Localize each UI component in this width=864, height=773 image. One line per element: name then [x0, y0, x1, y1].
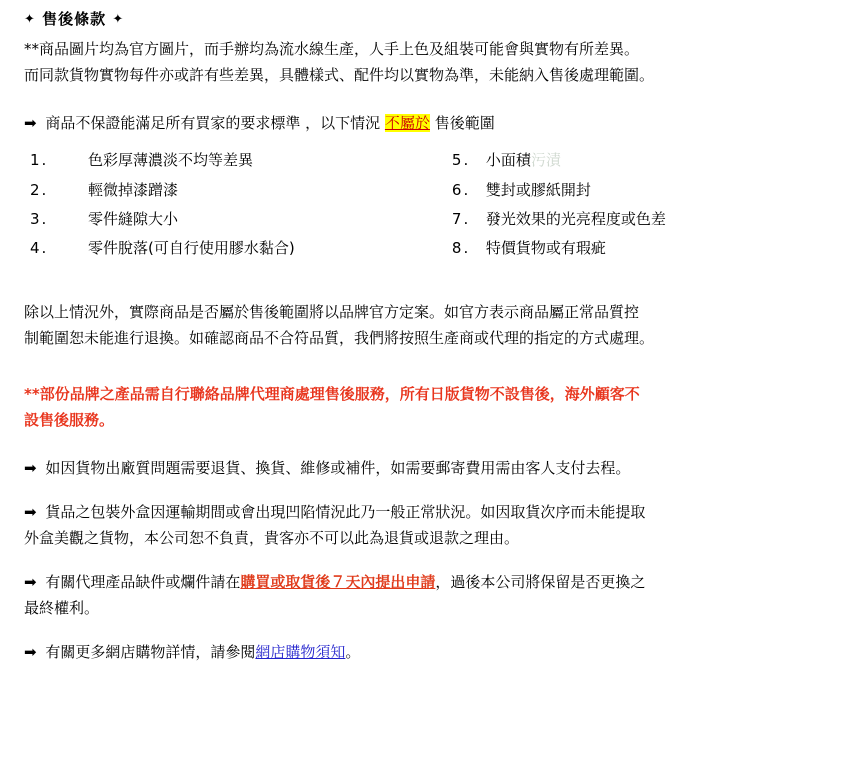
- list-item: [24, 179, 452, 202]
- list-item: [24, 208, 452, 231]
- terms-item-4-text-1: 有關更多網店購物詳情，請參閱: [45, 643, 256, 662]
- policy-line-1: 除以上情況外，實際商品是否屬於售後範圍將以品牌官方定案。如官方表示商品屬正常品質控: [24, 303, 640, 322]
- terms-item-3-text-2: ，過後本公司將保留是否更換之: [435, 573, 646, 592]
- spacer: [24, 266, 850, 300]
- list-item-label: 雙封或膠紙開封: [485, 180, 591, 199]
- terms-item-3-emphasis: 購買或取貨後７天內提出申請: [240, 573, 436, 592]
- terms-item-2-line-2: 外盒美觀之貨物，本公司恕不負責，貴客亦不可以此為退貨或退款之理由。: [24, 529, 520, 548]
- list-item-number: 2.: [30, 180, 49, 199]
- notice-highlight: 不屬於: [384, 114, 430, 133]
- terms-item-2-text-1: 貨品之包裝外盒因運輸期間或會出現凹陷情況此乃一般正常狀況。如因取貨次序而未能提取: [45, 503, 646, 522]
- shop-guide-link[interactable]: 網店購物須知: [255, 643, 346, 662]
- terms-item-2: [24, 500, 850, 550]
- intro-line-1: **商品圖片均為官方圖片，而手辦均為流水線生產，人手上色及組裝可能會與實物有所差異。: [24, 40, 640, 59]
- terms-item-1: [24, 456, 850, 480]
- list-item-number: 5.: [451, 151, 471, 170]
- list-item: [24, 237, 452, 260]
- spacer: [24, 622, 850, 640]
- list-item: [24, 149, 452, 172]
- list-item: [452, 237, 850, 260]
- terms-item-4: [24, 640, 850, 664]
- list-item-label: 小面積污漬: [485, 151, 561, 170]
- list-item-number: 6.: [451, 180, 471, 199]
- exclusions-list: [24, 149, 850, 266]
- list-item: [452, 149, 850, 172]
- list-item-number: 3.: [30, 209, 49, 228]
- intro-paragraph: [24, 37, 850, 87]
- exclusions-column-left: [24, 149, 452, 266]
- list-item-label: 色彩厚薄濃淡不均等差異: [88, 151, 254, 170]
- policy-line-2: 制範圍恕未能進行退換。如確認商品不合符品質，我們將按照生產商或代理的指定的方式處理。: [24, 329, 655, 348]
- list-item-label: 發光效果的光亮程度或色差: [485, 209, 666, 228]
- policy-paragraph: [24, 300, 850, 350]
- list-item-number: 8.: [451, 239, 471, 257]
- list-item-number: 4.: [30, 239, 49, 257]
- list-item-number: 7.: [451, 209, 471, 228]
- terms-item-1-text: 如因貨物出廠質問題需要退貨、換貨、維修或補件，如需要郵寄費用需由客人支付去程。: [45, 459, 631, 478]
- intro-line-2: 而同款貨物實物每件亦或許有些差異，具體樣式、配件均以實物為準，未能納入售後處理範圍。: [24, 66, 655, 85]
- warning-line-2: 設售後服務。: [24, 411, 115, 430]
- notice-text-part-1: 商品不保證能滿足所有買家的要求標準 ，以下情況: [45, 114, 381, 133]
- arrow-icon: ➡: [24, 459, 37, 478]
- spacer: [24, 446, 850, 456]
- list-item: [452, 179, 850, 202]
- arrow-icon: ➡: [24, 114, 37, 133]
- diamond-right-icon: ✦: [112, 12, 125, 27]
- notice-line: [24, 111, 850, 135]
- list-item-ghost-text: 污漬: [530, 151, 561, 170]
- list-item-number: 1.: [30, 151, 49, 170]
- terms-item-3-text-1: 有關代理產品缺件或爛件請在: [45, 573, 241, 592]
- warning-line-1: **部份品牌之產品需自行聯絡品牌代理商處理售後服務，所有日版貨物不設售後，海外顧客不: [24, 385, 640, 404]
- terms-item-3: [24, 570, 850, 620]
- list-item: [452, 208, 850, 231]
- exclusions-column-right: [452, 149, 850, 266]
- arrow-icon: ➡: [24, 573, 37, 592]
- arrow-icon: ➡: [24, 503, 37, 522]
- list-item-label: 特價貨物或有瑕疵: [485, 239, 606, 257]
- list-item-label: 輕微掉漆蹭漆: [88, 180, 179, 199]
- terms-item-3-line-1: [24, 570, 850, 594]
- terms-item-3-line-2: 最終權利。: [24, 599, 100, 618]
- page-title-text: 售後條款: [42, 10, 107, 28]
- notice-text-part-2: 售後範圍: [434, 114, 495, 133]
- list-item-label: 零件縫隙大小: [88, 209, 179, 228]
- spacer: [24, 552, 850, 570]
- terms-item-2-line-1: [24, 500, 850, 524]
- terms-item-4-text-2: 。: [345, 643, 361, 662]
- arrow-icon: ➡: [24, 643, 37, 662]
- diamond-left-icon: ✦: [24, 12, 36, 27]
- page-title: [24, 8, 850, 31]
- warning-paragraph: [24, 382, 850, 432]
- list-item-label: 零件脫落(可自行使用膠水黏合): [88, 239, 295, 257]
- spacer: [24, 101, 850, 111]
- spacer: [24, 482, 850, 500]
- spacer: [24, 364, 850, 382]
